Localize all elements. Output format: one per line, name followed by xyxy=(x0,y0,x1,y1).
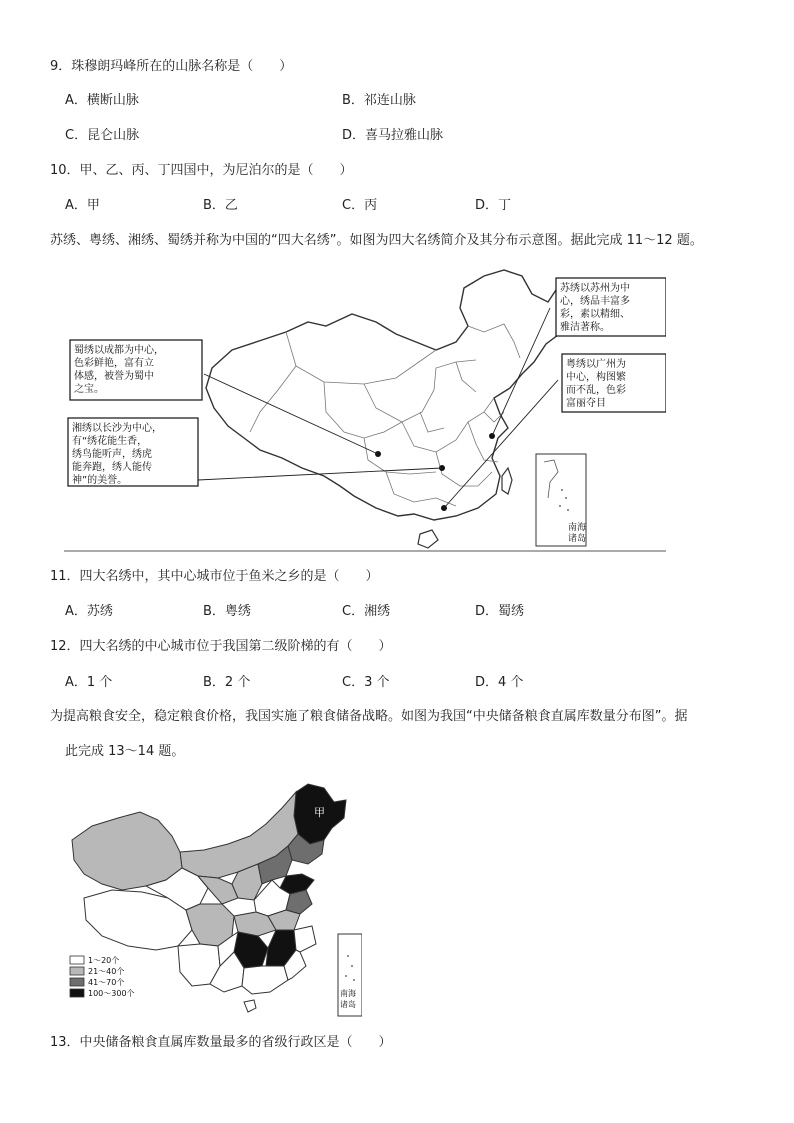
q12-option-d: D．4 个 xyxy=(475,675,524,690)
intro-embroidery: 苏绣、粤绣、湘绣、蜀绣并称为中国的“四大名绣”。如图为四大名绣简介及其分布示意图。据此完成 11～12 题。 xyxy=(50,233,703,248)
q9-option-d: D．喜马拉雅山脉 xyxy=(342,128,444,143)
q12-option-c: C．3 个 xyxy=(342,675,390,690)
yue-text-2: 而不乱，色彩 xyxy=(566,385,626,396)
question-10-stem: 10．甲、乙、丙、丁四国中，为尼泊尔的是（ ） xyxy=(50,163,353,178)
shu-text-3: 之宝。 xyxy=(74,384,104,395)
question-13-stem: 13．中央储备粮食直属库数量最多的省级行政区是（ ） xyxy=(50,1035,392,1050)
xiang-text-0: 湘绣以长沙为中心， xyxy=(72,423,162,434)
legend-swatch-2 xyxy=(70,978,84,986)
legend-swatch-1 xyxy=(70,967,84,975)
q10-option-c: C．丙 xyxy=(342,198,378,213)
legend-label-0: 1～20个 xyxy=(88,956,120,965)
su-text-3: 雅洁著称。 xyxy=(560,322,610,333)
map2-inset-label-1: 诸岛 xyxy=(340,1000,356,1009)
shu-text-0: 蜀绣以成都为中心， xyxy=(74,345,164,356)
q10-option-b: B．乙 xyxy=(203,198,238,213)
map2-inset-label-0: 南海 xyxy=(340,989,356,998)
question-11-stem: 11．四大名绣中，其中心城市位于鱼米之乡的是（ ） xyxy=(50,569,379,584)
q12-option-a: A．1 个 xyxy=(65,675,113,690)
xiang-text-4: 神”的美誉。 xyxy=(72,475,128,486)
q12-option-b: B．2 个 xyxy=(203,675,251,690)
yue-text-1: 中心，构图繁 xyxy=(566,372,626,383)
intro-grain-line1: 为提高粮食安全，稳定粮食价格，我国实施了粮食储备战略。如图为我国“中央储备粮食直属库数量分布图”。据 xyxy=(50,709,688,724)
legend-swatch-3 xyxy=(70,989,84,997)
map1-inset-label-1: 诸岛 xyxy=(568,534,587,544)
yue-text-0: 粤绣以广州为 xyxy=(566,359,626,370)
intro-grain-line2: 此完成 13～14 题。 xyxy=(65,744,185,759)
legend-label-1: 21～40个 xyxy=(88,967,125,976)
q10-option-a: A．甲 xyxy=(65,198,100,213)
q11-option-d: D．蜀绣 xyxy=(475,604,525,619)
shu-text-2: 体感，被誉为蜀中 xyxy=(74,371,154,382)
legend-label-3: 100～300个 xyxy=(88,989,135,998)
xiang-text-2: 绣鸟能听声，绣虎 xyxy=(72,449,152,460)
su-text-0: 苏绣以苏州为中 xyxy=(560,283,630,294)
su-text-2: 彩，素以精细、 xyxy=(560,309,630,320)
yue-text-3: 富丽夺目 xyxy=(566,398,606,409)
xiang-text-1: 有“绣花能生香， xyxy=(72,436,148,447)
xiang-text-3: 能奔跑，绣人能传 xyxy=(72,462,152,473)
shu-text-1: 色彩鲜艳，富有立 xyxy=(74,358,154,369)
q11-option-c: C．湘绣 xyxy=(342,604,391,619)
grain-storage-map-figure xyxy=(62,780,362,1018)
map1-inset-label-0: 南海 xyxy=(568,523,587,533)
q10-option-d: D．丁 xyxy=(475,198,512,213)
q11-option-a: A．苏绣 xyxy=(65,604,113,619)
q9-option-c: C．昆仑山脉 xyxy=(65,128,140,143)
q9-option-b: B．祁连山脉 xyxy=(342,93,416,108)
legend-label-2: 41～70个 xyxy=(88,978,125,987)
q11-option-b: B．粤绣 xyxy=(203,604,251,619)
label-jia: 甲 xyxy=(314,806,325,819)
legend-swatch-0 xyxy=(70,956,84,964)
q9-option-a: A．横断山脉 xyxy=(65,93,139,108)
embroidery-map-figure xyxy=(64,262,666,554)
question-12-stem: 12．四大名绣的中心城市位于我国第二级阶梯的有（ ） xyxy=(50,639,392,654)
question-9-stem: 9．珠穆朗玛峰所在的山脉名称是（ ） xyxy=(50,59,293,74)
su-text-1: 心，绣品丰富多 xyxy=(560,296,630,307)
